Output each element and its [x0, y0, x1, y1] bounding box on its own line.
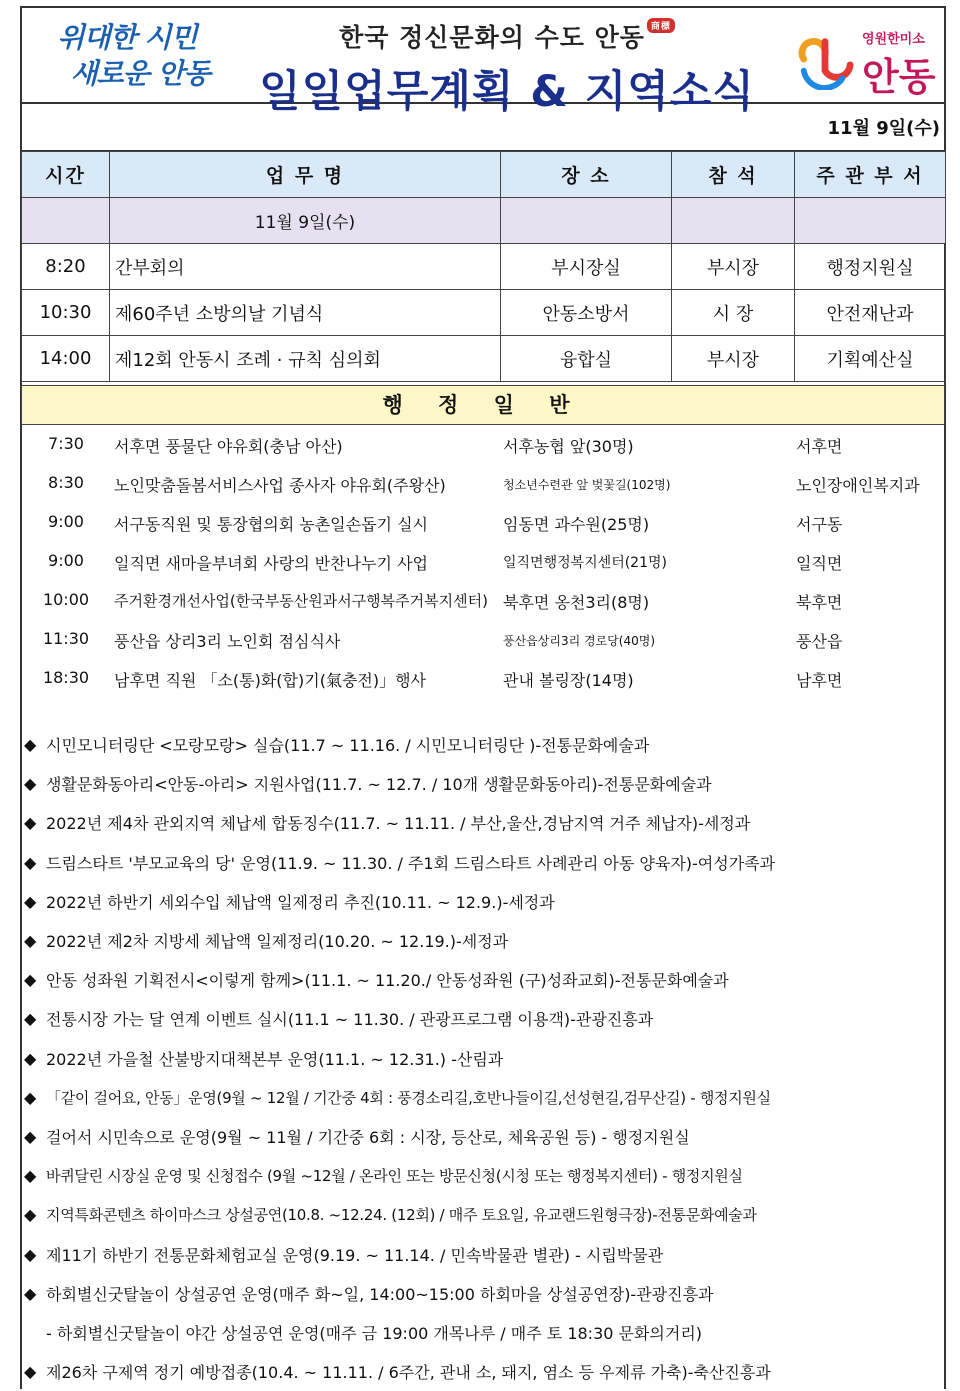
diamond-bullet-icon: ◆ — [24, 813, 37, 833]
date-cell-empty — [501, 198, 672, 244]
notice-text: 생활문화동아리<안동-아리> 지원사업(11.7. ~ 12.7. / 10개 생활문화동아리)-전통문화예술과 — [46, 775, 712, 795]
slogan — [32, 20, 222, 92]
row-time: 14:00 — [22, 336, 110, 382]
notice-text: 2022년 제4차 관외지역 체납세 합동징수(11.7. ~ 11.11. / 부산,울산,경남지역 거주 체납자)-세정과 — [46, 814, 751, 834]
item-time: 9:00 — [48, 512, 84, 531]
header-attend: 참 석 — [672, 152, 795, 198]
smile-logo-icon — [796, 32, 854, 90]
notice-item — [24, 1274, 942, 1313]
current-date: 11월 9일(수) — [827, 118, 940, 139]
notice-text: 2022년 하반기 세외수입 체납액 일제정리 추진(10.11. ~ 12.9.)-세정과 — [46, 892, 555, 912]
item-time: 11:30 — [42, 629, 90, 648]
item-place: 북후면 옹천3리(8명) — [503, 593, 650, 612]
notice-item — [24, 1156, 942, 1195]
diamond-bullet-icon: ◆ — [24, 1048, 37, 1068]
notice-text: 「같이 걸어요, 안동」운영(9월 ~ 12월 / 기간중 4회 : 풍경소리길,호반나들이길,선성현길,검무산길) - 행정지원실 — [46, 1088, 771, 1107]
header — [22, 8, 944, 117]
item-task: 일직면 새마을부녀회 사랑의 반찬나누기 사업 — [114, 554, 429, 573]
item-time: 10:00 — [42, 590, 90, 609]
date-cell: 11월 9일(수) — [110, 198, 501, 244]
notice-text: 제26차 구제역 정기 예방접종(10.4. ~ 11.11. / 6주간, 관내 소, 돼지, 염소 등 우제류 가축)-축산진흥과 — [46, 1363, 771, 1383]
notice-item — [24, 1039, 942, 1078]
diamond-bullet-icon: ◆ — [24, 852, 37, 872]
row-dept: 안전재난과 — [795, 290, 946, 336]
table-row — [22, 244, 946, 290]
row-task: 제12회 안동시 조례 · 규칙 심의회 — [110, 336, 501, 382]
diamond-bullet-icon: ◆ — [24, 1009, 37, 1029]
row-task: 간부회의 — [110, 244, 501, 290]
notice-text: 전통시장 가는 달 연계 이벤트 실시(11.1 ~ 11.30. / 관광프로그램 이용객)-관광진흥과 — [46, 1010, 654, 1030]
diamond-bullet-icon: ◆ — [24, 931, 37, 951]
row-place: 융합실 — [501, 336, 672, 382]
item-task: 서구동직원 및 통장협의회 농촌일손돕기 실시 — [114, 515, 429, 534]
item-task: 주거환경개선사업(한국부동산원과서구행복주거복지센터) — [114, 592, 488, 610]
slogan-line-1: 위대한 시민 — [57, 21, 197, 54]
date-line — [22, 102, 944, 152]
item-place: 관내 볼링장(14명) — [503, 671, 634, 690]
diamond-bullet-icon: ◆ — [24, 1244, 37, 1264]
diamond-bullet-icon: ◆ — [24, 1166, 37, 1186]
row-attend: 부시장 — [672, 336, 795, 382]
notice-text: 2022년 제2차 지방세 체납액 일제정리(10.20. ~ 12.19.)-세정과 — [46, 932, 509, 952]
list-item — [22, 620, 944, 659]
item-dept: 서후면 — [796, 437, 843, 456]
item-dept: 일직면 — [796, 554, 843, 573]
notice-item — [24, 803, 942, 842]
row-place: 안동소방서 — [501, 290, 672, 336]
row-place: 부시장실 — [501, 244, 672, 290]
item-dept: 풍산읍 — [796, 632, 843, 651]
table-row — [22, 336, 946, 382]
andong-logo — [792, 18, 942, 98]
notice-item — [24, 921, 942, 960]
schedule-table — [21, 151, 946, 382]
item-place: 청소년수련관 앞 벚꽃길(102명) — [503, 478, 671, 492]
diamond-bullet-icon: ◆ — [24, 1205, 37, 1225]
item-place: 풍산읍상리3리 경로당(40명) — [503, 634, 656, 648]
header-dept: 주 관 부 서 — [795, 152, 946, 198]
admin-list — [22, 425, 944, 698]
list-item — [22, 659, 944, 698]
row-dept: 행정지원실 — [795, 244, 946, 290]
diamond-bullet-icon: ◆ — [24, 774, 37, 794]
diamond-bullet-icon: ◆ — [24, 970, 37, 990]
item-task: 남후면 직원 「소(통)화(합)기(氣충전)」행사 — [114, 671, 427, 690]
notice-item — [24, 764, 942, 803]
notice-text: 시민모니터링단 <모랑모랑> 실습(11.7 ~ 11.16. / 시민모니터링단 )-전통문화예술과 — [46, 736, 650, 756]
diamond-bullet-icon: ◆ — [24, 1283, 37, 1303]
header-task: 업 무 명 — [110, 152, 501, 198]
item-task: 서후면 풍물단 야유회(충남 아산) — [114, 437, 343, 456]
notice-item — [24, 1234, 942, 1273]
list-item — [22, 425, 944, 464]
notice-text: 드림스타트 '부모교육의 당' 운영(11.9. ~ 11.30. / 주1회 드림스타트 사례관리 아동 양육자)-여성가족과 — [46, 853, 776, 873]
row-dept: 기획예산실 — [795, 336, 946, 382]
row-time: 10:30 — [22, 290, 110, 336]
slogan-line-2: 새로운 안동 — [70, 57, 210, 90]
notice-text: 제11기 하반기 전통문화체험교실 운영(9.19. ~ 11.14. / 민속박물관 별관) - 시립박물관 — [46, 1245, 664, 1265]
diamond-bullet-icon: ◆ — [24, 1126, 37, 1146]
row-attend: 부시장 — [672, 244, 795, 290]
item-dept: 북후면 — [796, 593, 843, 612]
row-attend: 시 장 — [672, 290, 795, 336]
subtitle-text: 한국 정신문화의 수도 안동 — [339, 23, 645, 52]
list-item — [22, 581, 944, 620]
item-task: 풍산읍 상리3리 노인회 점심식사 — [114, 632, 341, 651]
table-header-row — [22, 152, 946, 198]
item-time: 8:30 — [48, 473, 84, 492]
header-time: 시간 — [22, 152, 110, 198]
notice-item — [24, 1078, 942, 1117]
item-time: 9:00 — [48, 551, 84, 570]
notice-list — [24, 725, 942, 1391]
date-cell-empty — [22, 198, 110, 244]
notice-item — [24, 1117, 942, 1156]
notice-subitem — [24, 1313, 942, 1352]
table-row — [22, 290, 946, 336]
notice-item — [24, 882, 942, 921]
notice-item — [24, 1352, 942, 1391]
item-dept: 노인장애인복지과 — [796, 476, 920, 495]
diamond-bullet-icon: ◆ — [24, 1087, 37, 1107]
notice-item — [24, 1195, 942, 1234]
item-place: 임동면 과수원(25명) — [503, 515, 650, 534]
item-task: 노인맞춤돌봄서비스사업 종사자 야유회(주왕산) — [114, 476, 446, 495]
date-cell-empty — [795, 198, 946, 244]
notice-item — [24, 999, 942, 1038]
notice-text: 걸어서 시민속으로 운영(9월 ~ 11월 / 기간중 6회 : 시장, 등산로, 체육공원 등) - 행정지원실 — [46, 1127, 690, 1147]
notice-item — [24, 843, 942, 882]
trademark-badge: 商標 — [647, 18, 675, 33]
row-task: 제60주년 소방의날 기념식 — [110, 290, 501, 336]
diamond-bullet-icon: ◆ — [24, 891, 37, 911]
logo-name: 안동 — [862, 55, 936, 99]
date-cell-empty — [672, 198, 795, 244]
list-item — [22, 542, 944, 581]
item-place: 일직면행정복지센터(21명) — [503, 555, 667, 571]
header-place: 장 소 — [501, 152, 672, 198]
item-dept: 서구동 — [796, 515, 843, 534]
notice-text: 하회별신굿탈놀이 상설공연 운영(매주 화~일, 14:00~15:00 하회마을 상설공연장)-관광진흥과 — [46, 1284, 714, 1304]
logo-tagline: 영원한미소 — [862, 32, 925, 47]
diamond-bullet-icon: ◆ — [24, 1362, 37, 1382]
notice-text: 2022년 가을철 산불방지대책본부 운영(11.1. ~ 12.31.) -산림과 — [46, 1049, 504, 1069]
item-dept: 남후면 — [796, 671, 843, 690]
list-item — [22, 503, 944, 542]
item-time: 7:30 — [48, 434, 84, 453]
item-place: 서후농협 앞(30명) — [503, 437, 634, 456]
notice-text: - 하회별신굿탈놀이 야간 상설공연 운영(매주 금 19:00 개목나루 / 매주 토 18:30 문화의거리) — [46, 1323, 703, 1343]
notice-text: 바퀴달린 시장실 운영 및 신청접수 (9월 ~12월 / 온라인 또는 방문신청(시청 또는 행정복지센터) - 행정지원실 — [46, 1167, 743, 1186]
diamond-bullet-icon: ◆ — [24, 735, 37, 755]
admin-section-title: 행 정 일 반 — [21, 385, 945, 425]
subtitle — [222, 18, 792, 54]
list-item — [22, 464, 944, 503]
notice-item — [24, 725, 942, 764]
row-time: 8:20 — [22, 244, 110, 290]
table-date-row — [22, 198, 946, 244]
page-title: 일일업무계획 & 지역소식 — [259, 67, 755, 117]
notice-item — [24, 960, 942, 999]
item-time: 18:30 — [42, 668, 90, 687]
notice-text: 안동 성좌원 기획전시<이렇게 함께>(11.1. ~ 11.20./ 안동성좌원 (구)성좌교회)-전통문화예술과 — [46, 971, 729, 991]
notice-text: 지역특화콘텐츠 하이마스크 상설공연(10.8. ~12.24. (12회) / 매주 토요일, 유교랜드원형극장)-전통문화예술과 — [46, 1206, 757, 1225]
